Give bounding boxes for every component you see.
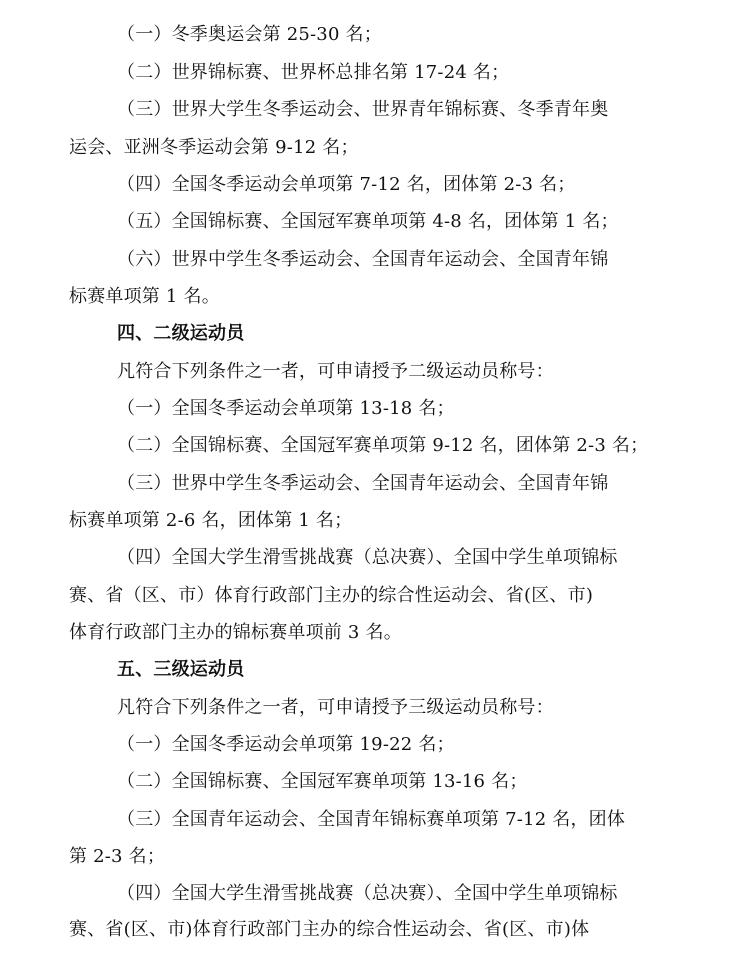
text-line: （四）全国大学生滑雪挑战赛（总决赛）、全国中学生单项锦标 [117,547,618,568]
text-line: （四）全国大学生滑雪挑战赛（总决赛）、全国中学生单项锦标 [117,883,618,904]
text-line: 体育行政部门主办的锦标赛单项前 3 名。 [69,622,402,643]
text-line: （一）冬季奥运会第 25-30 名； [117,24,382,45]
section-heading: 五、三级运动员 [117,659,245,680]
text-line: （三）全国青年运动会、全国青年锦标赛单项第 7-12 名，团体 [117,809,626,830]
text-line: （五）全国锦标赛、全国冠军赛单项第 4-8 名，团体第 1 名； [117,211,619,232]
text-line: 第 2-3 名； [69,846,166,867]
text-line: （二）全国锦标赛、全国冠军赛单项第 9-12 名，团体第 2-3 名； [117,435,649,456]
text-line: （四）全国冬季运动会单项第 7-12 名，团体第 2-3 名； [117,174,576,195]
text-line: 赛、省（区、市）体育行政部门主办的综合性运动会、省(区、市) [69,585,594,606]
text-line: 凡符合下列条件之一者，可申请授予二级运动员称号： [117,361,554,382]
text-line: （一）全国冬季运动会单项第 19-22 名； [117,734,455,755]
text-line: （三）世界大学生冬季运动会、世界青年锦标赛、冬季青年奥 [117,99,609,120]
text-line: 标赛单项第 2-6 名，团体第 1 名； [69,510,353,531]
text-line: （二）全国锦标赛、全国冠军赛单项第 13-16 名； [117,771,528,792]
text-line: （二）世界锦标赛、世界杯总排名第 17-24 名； [117,62,510,83]
text-line: 赛、省(区、市)体育行政部门主办的综合性运动会、省(区、市)体 [69,919,590,940]
text-line: 凡符合下列条件之一者，可申请授予三级运动员称号： [117,697,554,718]
section-heading: 四、二级运动员 [117,323,245,344]
text-line: （六）世界中学生冬季运动会、全国青年运动会、全国青年锦 [117,249,609,270]
text-line: 标赛单项第 1 名。 [69,286,220,307]
text-line: 运会、亚洲冬季运动会第 9-12 名； [69,137,359,158]
text-line: （三）世界中学生冬季运动会、全国青年运动会、全国青年锦 [117,473,609,494]
text-line: （一）全国冬季运动会单项第 13-18 名； [117,398,455,419]
